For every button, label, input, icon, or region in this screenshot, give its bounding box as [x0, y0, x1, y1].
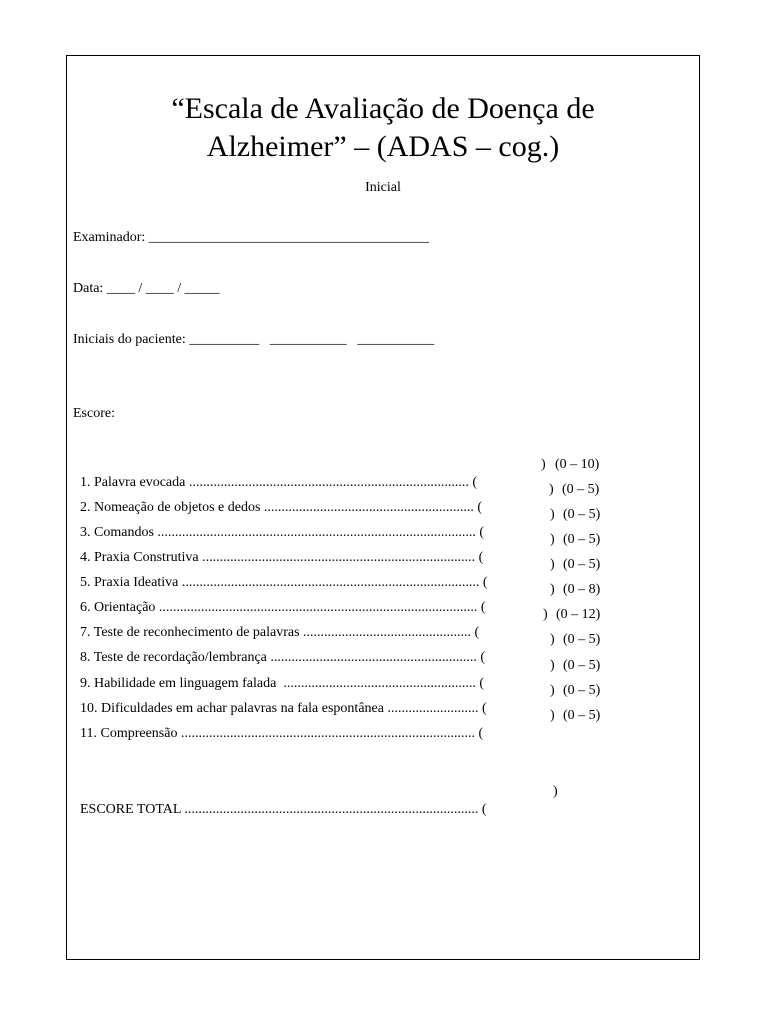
score-range: (0 – 5) — [563, 658, 601, 673]
score-range: (0 – 5) — [563, 632, 601, 647]
score-item-label: 6. Orientação ........................................................................................... ( — [80, 600, 486, 615]
score-total-close[interactable]: ) — [553, 784, 558, 799]
score-box-close[interactable]: ) — [550, 632, 555, 647]
iniciais-paciente-field[interactable]: Iniciais do paciente: __________ ___________ ___________ — [73, 332, 435, 347]
score-range: (0 – 12) — [556, 607, 601, 622]
score-box-close[interactable]: ) — [543, 607, 548, 622]
score-box-close[interactable]: ) — [549, 482, 554, 497]
score-box-close[interactable]: ) — [550, 532, 555, 547]
score-range: (0 – 8) — [563, 582, 601, 597]
document-subtitle: Inicial — [365, 180, 401, 195]
score-range: (0 – 5) — [563, 557, 601, 572]
examinador-field[interactable]: Examinador: ________________________________________ — [73, 230, 429, 245]
score-item-label: 9. Habilidade em linguagem falada ....................................................... ( — [80, 676, 484, 691]
score-box-close[interactable]: ) — [541, 457, 546, 472]
score-heading: Escore: — [73, 406, 115, 421]
score-box-close[interactable]: ) — [550, 683, 555, 698]
score-box-close[interactable]: ) — [550, 708, 555, 723]
score-range: (0 – 5) — [562, 482, 600, 497]
score-item-label: 7. Teste de reconhecimento de palavras ................................................ ( — [80, 625, 480, 640]
score-item-label: 2. Nomeação de objetos e dedos ............................................................ ( — [80, 500, 483, 515]
score-box-close[interactable]: ) — [550, 582, 555, 597]
score-range: (0 – 5) — [563, 683, 601, 698]
score-box-close[interactable]: ) — [550, 507, 555, 522]
score-box-close[interactable]: ) — [550, 658, 555, 673]
data-field[interactable]: Data: ____ / ____ / _____ — [73, 281, 220, 296]
score-range: (0 – 10) — [555, 457, 600, 472]
score-range: (0 – 5) — [563, 532, 601, 547]
score-total-row — [73, 783, 558, 837]
score-item-label: 3. Comandos ........................................................................................... ( — [80, 525, 485, 540]
score-total-label: ESCORE TOTAL .................................................................................... ( — [80, 802, 487, 817]
score-item-label: 5. Praxia Ideativa ..................................................................................... ( — [80, 575, 488, 590]
score-item-11 — [73, 707, 601, 779]
score-range: (0 – 5) — [563, 507, 601, 522]
score-item-label: 4. Praxia Construtiva .............................................................................. ( — [80, 550, 484, 565]
title-line-2: Alzheimer” – (ADAS – cog.) — [206, 130, 560, 163]
score-item-label: 11. Compreensão .................................................................................... ( — [80, 726, 484, 741]
score-item-label: 1. Palavra evocada ................................................................................ ( — [80, 475, 477, 490]
score-item-label: 8. Teste de recordação/lembrança ........................................................... ( — [80, 650, 486, 665]
title-line-1: “Escala de Avaliação de Doença de — [171, 92, 595, 125]
score-range: (0 – 5) — [563, 708, 601, 723]
score-box-close[interactable]: ) — [550, 557, 555, 572]
score-item-label: 10. Dificuldades em achar palavras na fala espontânea .......................... ( — [80, 701, 487, 716]
document-title — [67, 90, 699, 166]
